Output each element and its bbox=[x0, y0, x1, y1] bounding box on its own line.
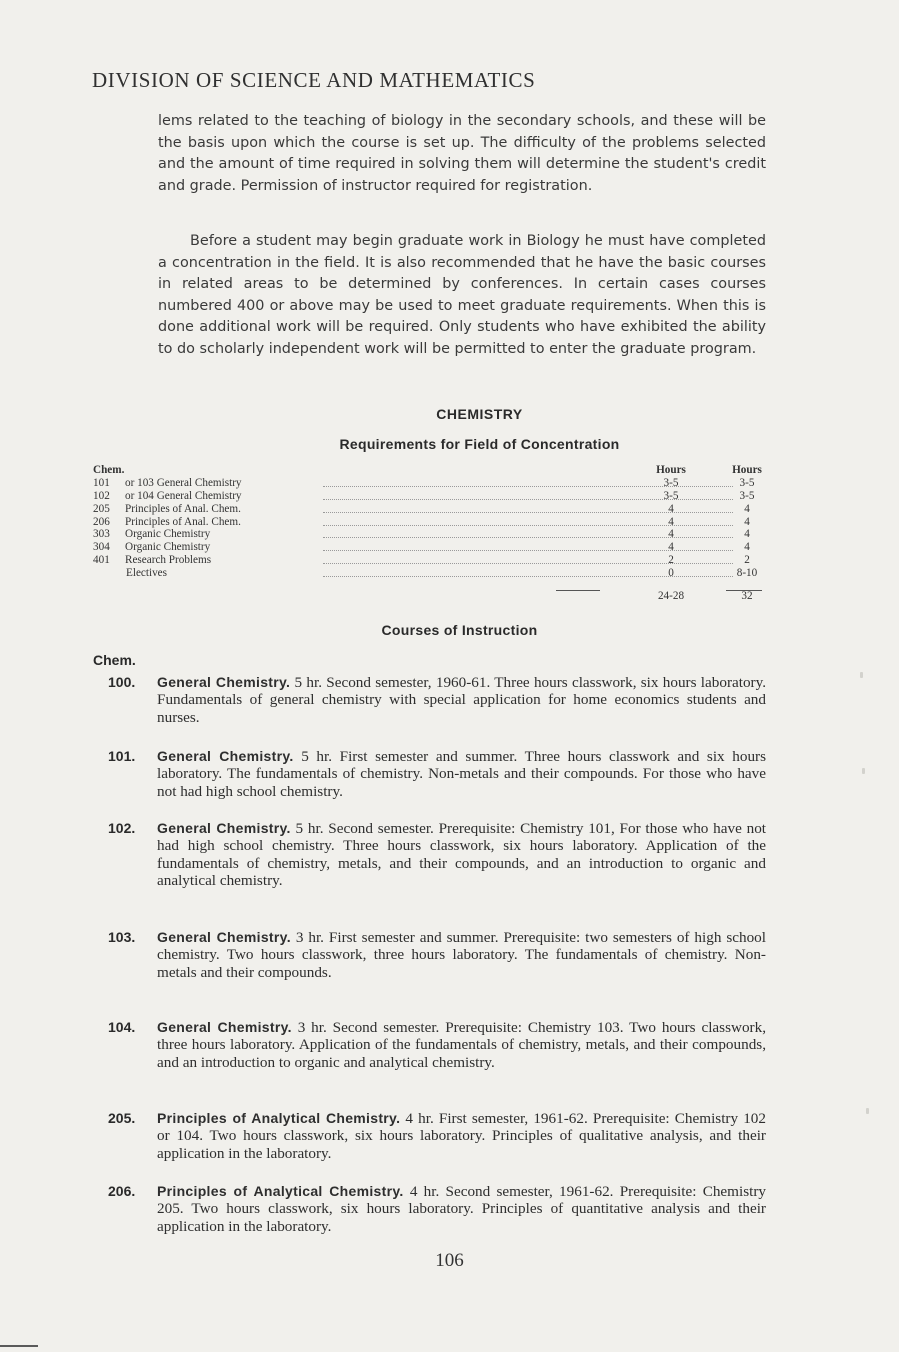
course-name: Principles of Anal. Chem. bbox=[125, 502, 241, 515]
course-title: General Chemistry. bbox=[157, 1019, 292, 1035]
course-number: 303 bbox=[93, 528, 110, 541]
course-description bbox=[157, 748, 766, 800]
division-title: DIVISION OF SCIENCE AND MATHEMATICS bbox=[92, 68, 536, 92]
course-title: General Chemistry. bbox=[157, 674, 291, 690]
hours-max: 3-5 bbox=[739, 489, 755, 502]
hours-max: 4 bbox=[744, 541, 750, 554]
course-number: 205 bbox=[93, 502, 110, 515]
hours-min: 4 bbox=[668, 541, 674, 554]
requirements-total-row bbox=[93, 590, 773, 603]
course-entry-101 bbox=[108, 748, 768, 800]
hours-max: 2 bbox=[744, 554, 750, 567]
course-details: 5 hr. First semester and summer. Three hours classwork and six hours laboratory. The fundamentals of chemistry. Non-metals and their compounds. For those who have not had high school chemistry. bbox=[157, 748, 767, 800]
course-details: 3 hr. Second semester. Prerequisite: Chemistry 103. Two hours classwork, three hours laboratory. Application of the fundamentals of chemistry, metals, and their compounds, and an introduction to organic and analytical chemistry. bbox=[157, 1019, 766, 1071]
hours-max: 8-10 bbox=[736, 567, 758, 580]
course-number: 104. bbox=[108, 1019, 136, 1035]
courses-label-chem: Chem. bbox=[93, 652, 136, 668]
course-title: Principles of Analytical Chemistry. bbox=[157, 1183, 404, 1199]
col-label-hours-2: Hours bbox=[732, 464, 762, 476]
course-number: 401 bbox=[93, 554, 110, 567]
hours-max: 4 bbox=[744, 515, 750, 528]
col-label-hours-1: Hours bbox=[656, 464, 686, 476]
course-details: 5 hr. Second semester, 1960-61. Three hours classwork, six hours laboratory. Fundamentals of general chemistry with special application for home economics students and nurses. bbox=[157, 674, 767, 726]
section-heading-chemistry: CHEMISTRY bbox=[436, 406, 523, 422]
course-number: 103. bbox=[108, 929, 136, 945]
course-description bbox=[157, 929, 766, 981]
course-name: Organic Chemistry bbox=[125, 541, 211, 554]
course-number: 101. bbox=[108, 748, 136, 764]
requirements-table bbox=[93, 464, 773, 603]
col-label-chem: Chem. bbox=[93, 464, 125, 476]
hours-min: 2 bbox=[668, 554, 674, 567]
course-number: 100. bbox=[108, 674, 136, 690]
hours-max: 4 bbox=[744, 528, 750, 541]
course-details: 5 hr. Second semester. Prerequisite: Chemistry 101, For those who have not had high school chemistry. Three hours classwork, six hours laboratory. Application of the fundamentals of chemistry, metals, and their compounds, and an introduction to organic and analytical chemistry. bbox=[157, 820, 767, 890]
course-title: General Chemistry. bbox=[157, 748, 294, 764]
hours-min: 4 bbox=[668, 528, 674, 541]
course-name: or 104 General Chemistry bbox=[125, 489, 242, 502]
course-title: General Chemistry. bbox=[157, 929, 291, 945]
hours-max: 4 bbox=[744, 502, 750, 515]
course-name: or 103 General Chemistry bbox=[125, 476, 242, 489]
hours-max: 3-5 bbox=[739, 476, 755, 489]
course-details: 4 hr. Second semester, 1961-62. Prerequisite: Chemistry 205. Two hours classwork, six hours laboratory. Principles of quantitative analysis and their application in the laboratory. bbox=[157, 1183, 766, 1235]
total-hours-max: 32 bbox=[741, 590, 753, 603]
requirements-heading: Requirements for Field of Concentration bbox=[339, 436, 620, 452]
paragraph-graduate-requirements: Before a student may begin graduate work in Biology he must have completed a concentration in the field. It is also recommended that he have the basic courses in related areas to be determined by conferences. In certain cases courses numbered 400 or above may be used to meet graduate requirements. When this is done additional work will be required. Only students who have exhibited the ability to do scholarly independent work will be permitted to enter the graduate program. bbox=[158, 233, 766, 357]
scan-speck bbox=[862, 768, 865, 774]
course-name: Electives bbox=[126, 567, 168, 580]
course-description bbox=[157, 1183, 766, 1235]
course-number: 101 bbox=[93, 476, 110, 489]
course-entry-206 bbox=[108, 1183, 768, 1235]
course-details: 3 hr. First semester and summer. Prerequisite: two semesters of high school chemistry. Two hours classwork, three hours laboratory. The fundamentals of chemistry. Non-metals and their compounds. bbox=[157, 929, 766, 981]
scan-speck bbox=[866, 1108, 869, 1114]
hours-min: 3-5 bbox=[663, 476, 679, 489]
course-title: General Chemistry. bbox=[157, 820, 291, 836]
course-number: 304 bbox=[93, 541, 110, 554]
total-hours-min: 24-28 bbox=[657, 590, 685, 603]
course-entry-205 bbox=[108, 1110, 768, 1162]
course-entry-102 bbox=[108, 820, 768, 890]
scan-edge-mark bbox=[0, 1345, 38, 1347]
course-name: Research Problems bbox=[125, 554, 212, 567]
page-number: 106 bbox=[435, 1250, 464, 1271]
course-entry-100 bbox=[108, 674, 768, 726]
course-number: 206 bbox=[93, 515, 110, 528]
course-number: 206. bbox=[108, 1183, 136, 1199]
course-number: 102. bbox=[108, 820, 136, 836]
scan-speck bbox=[860, 672, 863, 678]
course-name: Organic Chemistry bbox=[125, 528, 211, 541]
course-title: Principles of Analytical Chemistry. bbox=[157, 1110, 401, 1126]
course-number: 205. bbox=[108, 1110, 136, 1126]
course-entry-103 bbox=[108, 929, 768, 981]
requirement-row bbox=[93, 567, 773, 580]
courses-heading: Courses of Instruction bbox=[381, 622, 538, 638]
total-rule bbox=[726, 590, 762, 591]
hours-min: 0 bbox=[668, 567, 674, 580]
hours-min: 4 bbox=[668, 515, 674, 528]
paragraph-continued: lems related to the teaching of biology in the secondary schools, and these will be the basis upon which the course is set up. The difficulty of the problems selected and the amount of time required in solving them will determine the student's credit and grade. Permission of instructor required for registration. bbox=[158, 113, 766, 194]
hours-min: 3-5 bbox=[663, 489, 679, 502]
course-description bbox=[157, 674, 766, 726]
course-description bbox=[157, 1110, 766, 1162]
course-entry-104 bbox=[108, 1019, 768, 1071]
total-rule bbox=[556, 590, 600, 591]
course-description bbox=[157, 820, 766, 890]
course-description bbox=[157, 1019, 766, 1071]
hours-min: 4 bbox=[668, 502, 674, 515]
course-number: 102 bbox=[93, 489, 110, 502]
course-details: 4 hr. First semester, 1961-62. Prerequisite: Chemistry 102 or 104. Two hours classwork, six hours laboratory. Principles of qualitative analysis, and their application in the laboratory. bbox=[157, 1110, 766, 1162]
course-name: Principles of Anal. Chem. bbox=[125, 515, 241, 528]
